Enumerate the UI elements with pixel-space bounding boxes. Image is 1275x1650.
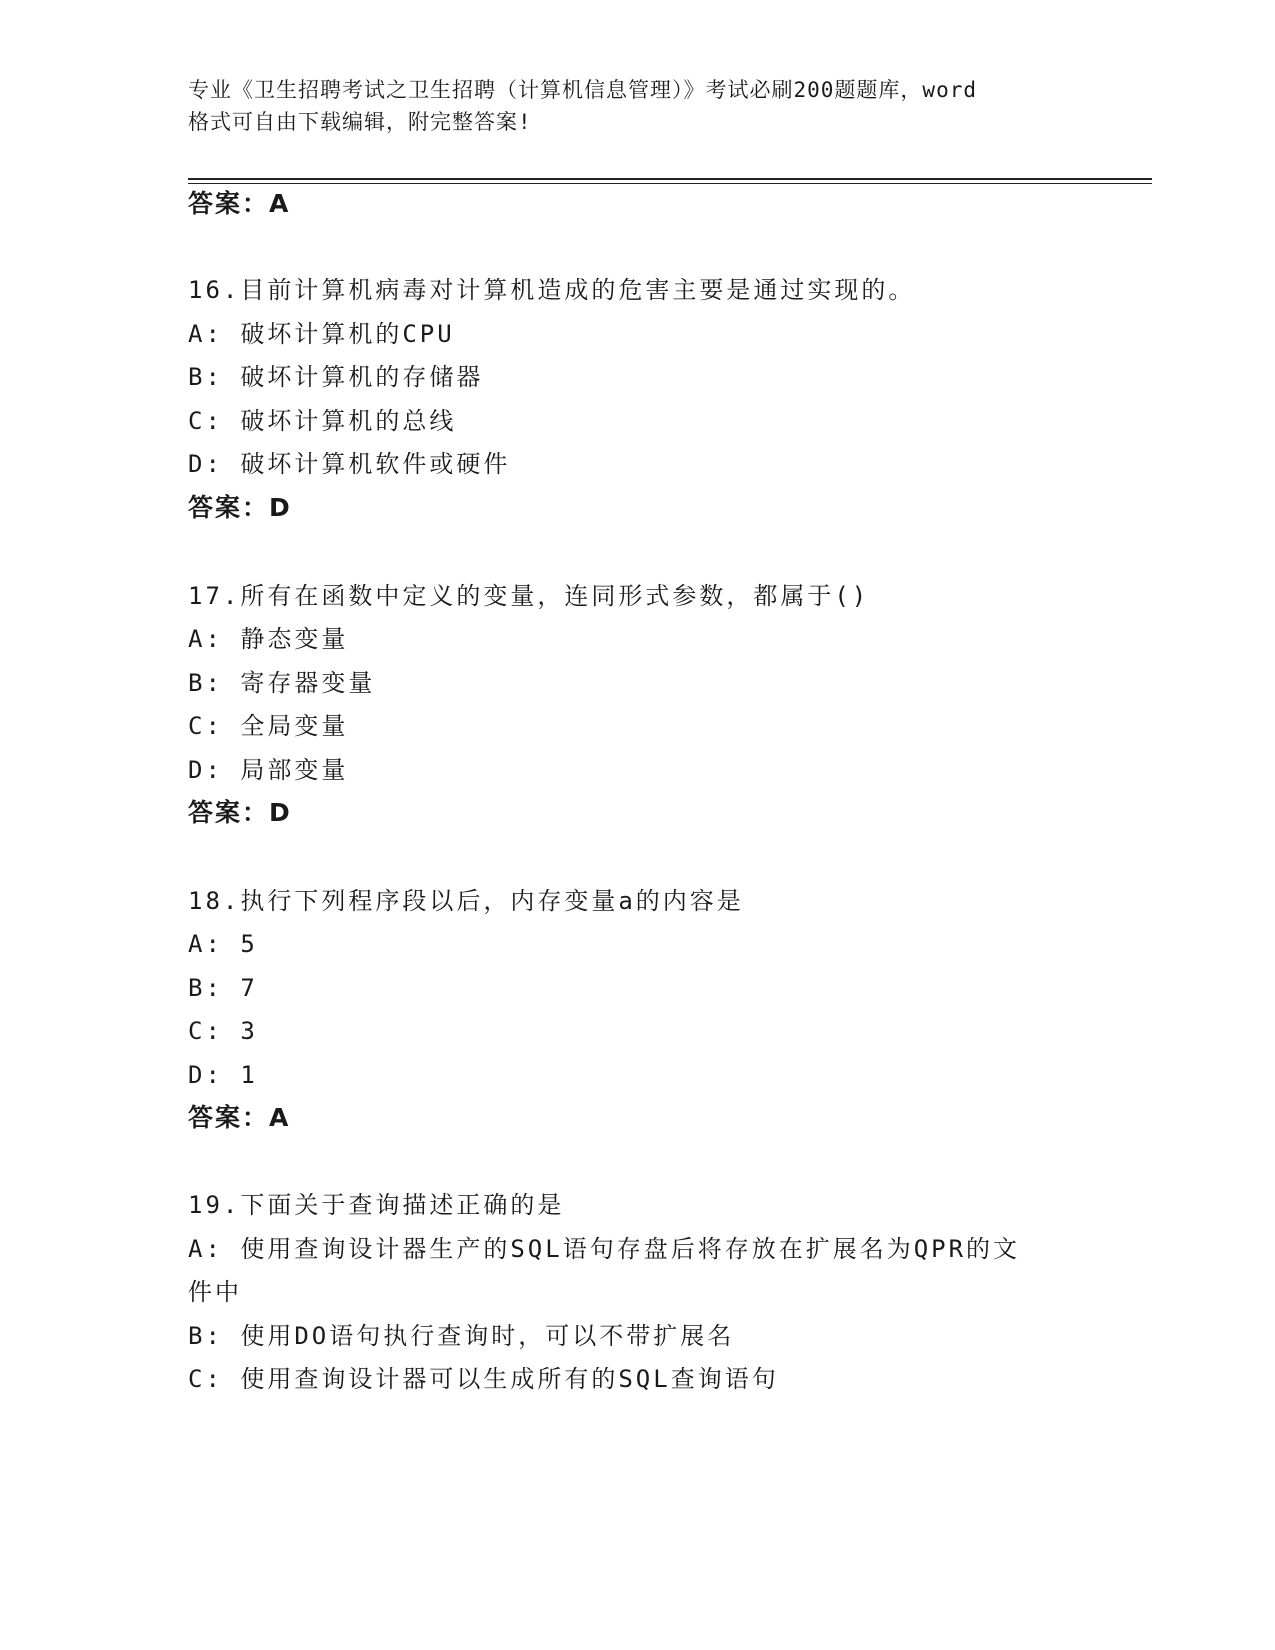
- question-17-option-c: C: 全局变量: [188, 712, 349, 740]
- question-19-option-a-continued: 件中: [188, 1278, 242, 1306]
- document-header: [188, 74, 1088, 138]
- question-17-option-a: A: 静态变量: [188, 625, 349, 653]
- question-16-option-b: B: 破坏计算机的存储器: [188, 363, 484, 391]
- question-17-option-d: D: 局部变量: [188, 756, 349, 784]
- question-17-stem: 17.所有在函数中定义的变量，连同形式参数，都属于(): [188, 582, 870, 610]
- question-18-option-a: A: 5: [188, 930, 258, 958]
- header-divider-thin: [188, 183, 1152, 184]
- question-16-stem: 16.目前计算机病毒对计算机造成的危害主要是通过实现的。: [188, 276, 916, 304]
- question-19-option-b: B: 使用DO语句执行查询时，可以不带扩展名: [188, 1322, 735, 1350]
- question-16-option-a: A: 破坏计算机的CPU: [188, 320, 455, 348]
- question-19-stem: 19.下面关于查询描述正确的是: [188, 1191, 565, 1219]
- header-line-2: 格式可自由下载编辑，附完整答案!: [188, 110, 532, 134]
- question-18-answer: 答案：A: [188, 1103, 291, 1132]
- question-16-option-d: D: 破坏计算机软件或硬件: [188, 450, 511, 478]
- question-19-option-c: C: 使用查询设计器可以生成所有的SQL查询语句: [188, 1365, 779, 1393]
- question-16-answer: 答案：D: [188, 493, 292, 522]
- header-divider-thick: [188, 178, 1152, 180]
- question-17-option-b: B: 寄存器变量: [188, 669, 376, 697]
- question-17-answer: 答案：D: [188, 798, 292, 827]
- header-line-1: 专业《卫生招聘考试之卫生招聘（计算机信息管理）》考试必刷200题题库，word: [188, 78, 977, 102]
- question-18-option-b: B: 7: [188, 974, 258, 1002]
- question-16-option-c: C: 破坏计算机的总线: [188, 407, 457, 435]
- question-18-option-d: D: 1: [188, 1061, 258, 1089]
- question-18-option-c: C: 3: [188, 1017, 258, 1045]
- question-19-option-a: A: 使用查询设计器生产的SQL语句存盘后将存放在扩展名为QPR的文: [188, 1235, 1021, 1263]
- previous-answer: 答案：A: [188, 189, 291, 218]
- question-18-stem: 18.执行下列程序段以后，内存变量a的内容是: [188, 887, 744, 915]
